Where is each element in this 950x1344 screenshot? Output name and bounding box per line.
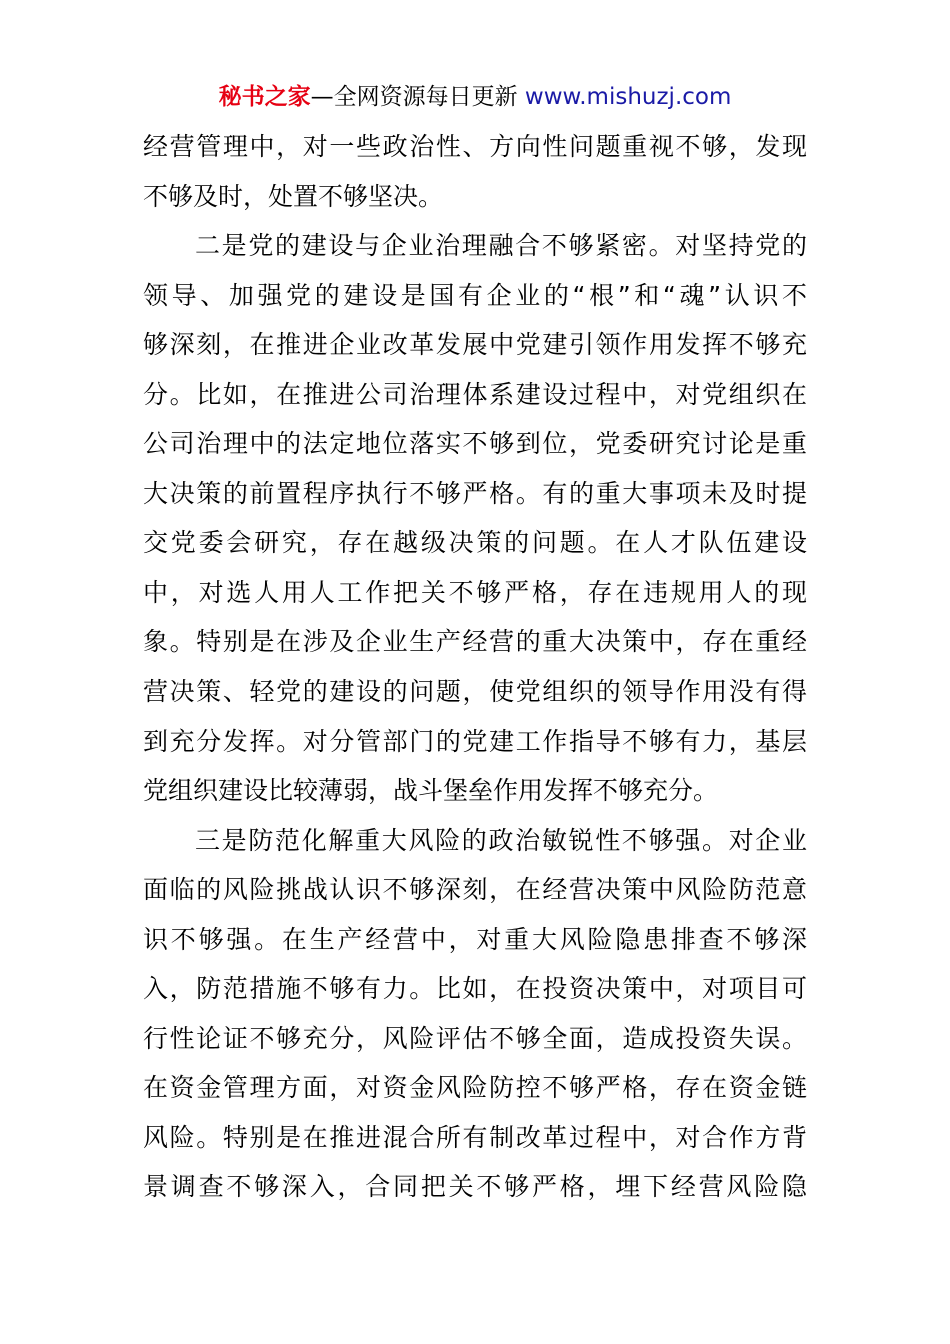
text-line: 营决策、轻党的建设的问题，使党组织的领导作用没有得 (143, 677, 807, 707)
site-tagline: —全网资源每日更新 (310, 84, 518, 110)
site-url-link[interactable]: www.mishuzj.com (524, 84, 732, 110)
text-line: 景调查不够深入，合同把关不够严格，埋下经营风险隐 (143, 1172, 807, 1202)
text-line: 够深刻，在推进企业改革发展中党建引领作用发挥不够充 (143, 330, 807, 360)
text-line: 入，防范措施不够有力。比如，在投资决策中，对项目可 (143, 974, 807, 1004)
document-body (143, 122, 807, 1212)
text-line: 象。特别是在涉及企业生产经营的重大决策中，存在重经 (143, 627, 807, 657)
text-line: 交党委会研究，存在越级决策的问题。在人才队伍建设 (143, 528, 807, 558)
site-brand: 秘书之家 (218, 84, 311, 110)
text-line: 行性论证不够充分，风险评估不够全面，造成投资失误。 (143, 1023, 807, 1053)
text-line: 风险。特别是在推进混合所有制改革过程中，对合作方背 (143, 1122, 807, 1152)
text-line: 识不够强。在生产经营中，对重大风险隐患排查不够深 (143, 924, 807, 954)
text-line: 党组织建设比较薄弱，战斗堡垒作用发挥不够充分。 (143, 776, 719, 806)
text-line: 不够及时，处置不够坚决。 (143, 181, 444, 211)
text-line: 大决策的前置程序执行不够严格。有的重大事项未及时提 (143, 478, 807, 508)
text-line: 面临的风险挑战认识不够深刻，在经营决策中风险防范意 (143, 875, 807, 905)
text-line: 领导、加强党的建设是国有企业的“根”和“魂”认识不 (143, 280, 807, 310)
text-line: 分。比如，在推进公司治理体系建设过程中，对党组织在 (143, 379, 807, 409)
text-line: 经营管理中，对一些政治性、方向性问题重视不够，发现 (143, 132, 807, 161)
text-line: 公司治理中的法定地位落实不够到位，党委研究讨论是重 (143, 429, 807, 459)
text-line: 中，对选人用人工作把关不够严格，存在违规用人的现 (143, 577, 807, 607)
text-line: 到充分发挥。对分管部门的党建工作指导不够有力，基层 (143, 726, 807, 756)
text-line: 在资金管理方面，对资金风险防控不够严格，存在资金链 (143, 1073, 807, 1103)
page-header (0, 80, 950, 114)
paragraph-first-line: 三是防范化解重大风险的政治敏锐性不够强。对企业 (195, 825, 807, 855)
paragraph-first-line: 二是党的建设与企业治理融合不够紧密。对坚持党的 (195, 231, 807, 261)
